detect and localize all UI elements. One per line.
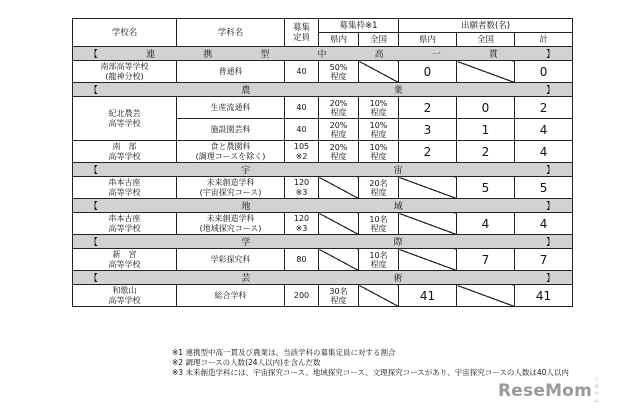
table-row	[73, 177, 573, 199]
applicants-table	[72, 18, 573, 307]
category-char: 中	[317, 50, 328, 60]
category-row	[73, 163, 573, 177]
app-nat-cell: 5	[457, 177, 515, 199]
category-char: 】	[545, 202, 556, 212]
app-total-cell: 5	[515, 177, 573, 199]
category-char: 【	[89, 238, 100, 248]
category-label	[73, 199, 573, 213]
frame-pref-cell: 50% 程度	[319, 61, 359, 83]
quota-cell: 105 ※2	[285, 141, 319, 163]
app-total-cell: 7	[515, 249, 573, 271]
dept-cell: 施設園芸科	[177, 119, 285, 141]
frame-nat-cell: 20名 程度	[359, 177, 399, 199]
quota-cell: 120 ※3	[285, 213, 319, 235]
header-frame: 募集枠※1	[319, 19, 399, 33]
footnote: ※3 未来創造学科には、宇宙探究コース、地域探究コース、文理探究コースがあり、宇宙探究コースの人数は40人以内	[172, 368, 569, 377]
logo-text: ReseMom	[498, 381, 592, 401]
footnote: ※1 連携型中高一貫及び農業は、当該学科の募集定員に対する割合	[172, 348, 396, 357]
category-char: 【	[89, 274, 100, 284]
app-total-cell: 4	[515, 141, 573, 163]
school-cell: 串本古座 高等学校	[73, 177, 177, 199]
school-cell: 南部高等学校 (龍神分校)	[73, 61, 177, 83]
frame-pref-cell: 20% 程度	[319, 119, 359, 141]
frame-nat-cell: 10名 程度	[359, 213, 399, 235]
quota-cell: 120 ※3	[285, 177, 319, 199]
table-row	[73, 285, 573, 307]
category-char: 型	[260, 50, 271, 60]
app-pref-cell	[399, 249, 457, 271]
frame-nat-cell	[359, 285, 399, 307]
quota-cell: 80	[285, 249, 319, 271]
app-pref-cell: 2	[399, 97, 457, 119]
dept-cell: 未来創造学科 (宇宙探究コース)	[177, 177, 285, 199]
app-pref-cell: 3	[399, 119, 457, 141]
app-nat-cell: 1	[457, 119, 515, 141]
app-total-cell: 2	[515, 97, 573, 119]
school-cell: 和歌山 高等学校	[73, 285, 177, 307]
category-char: 【	[89, 166, 100, 176]
frame-pref-cell: 20% 程度	[319, 97, 359, 119]
header-school: 学校名	[73, 19, 177, 47]
category-char: 携	[203, 50, 214, 60]
app-pref-cell	[399, 177, 457, 199]
category-char: 】	[545, 86, 556, 96]
quota-cell: 40	[285, 119, 319, 141]
app-pref-cell: 0	[399, 61, 457, 83]
app-nat-cell: 7	[457, 249, 515, 271]
quota-cell: 40	[285, 61, 319, 83]
frame-nat-cell: 10% 程度	[359, 141, 399, 163]
category-char: 農	[241, 86, 252, 96]
resemom-logo	[498, 377, 600, 404]
header-frame-pref: 県内	[319, 33, 359, 47]
logo-small-text: リセマム	[594, 377, 600, 404]
header-app-nat: 全国	[457, 33, 515, 47]
school-cell: 紀北農芸 高等学校	[73, 97, 177, 141]
frame-pref-cell: 30名 程度	[319, 285, 359, 307]
frame-nat-cell: 10% 程度	[359, 119, 399, 141]
app-nat-cell: 0	[457, 97, 515, 119]
footnote: ※2 調理コースの人数(24人以内)を含んだ数	[172, 358, 321, 367]
category-char: 学	[241, 238, 252, 248]
category-char: 宙	[393, 166, 404, 176]
footnotes	[172, 348, 569, 378]
header-app-total: 計	[515, 33, 573, 47]
category-char: 【	[89, 202, 100, 212]
quota-cell: 40	[285, 97, 319, 119]
dept-cell: 総合学科	[177, 285, 285, 307]
table-row	[73, 213, 573, 235]
header-quota: 募集 定員	[285, 19, 319, 47]
app-total-cell: 41	[515, 285, 573, 307]
header-frame-nat: 全国	[359, 33, 399, 47]
category-char: 【	[89, 50, 100, 60]
table-row	[73, 249, 573, 271]
app-total-cell: 4	[515, 119, 573, 141]
category-char: 】	[545, 274, 556, 284]
category-char: 芸	[241, 274, 252, 284]
category-row	[73, 271, 573, 285]
category-char: 連	[146, 50, 157, 60]
category-row	[73, 199, 573, 213]
category-label	[73, 83, 573, 97]
table-row	[73, 97, 573, 119]
category-char: 貫	[488, 50, 499, 60]
school-cell: 新 宮 高等学校	[73, 249, 177, 271]
app-nat-cell: 2	[457, 141, 515, 163]
dept-cell: 食と農園科 (調理コースを除く)	[177, 141, 285, 163]
category-label	[73, 163, 573, 177]
app-total-cell: 0	[515, 61, 573, 83]
frame-pref-cell: 20% 程度	[319, 141, 359, 163]
dept-cell: 生産流通科	[177, 97, 285, 119]
app-nat-cell	[457, 61, 515, 83]
table-row	[73, 61, 573, 83]
category-row	[73, 83, 573, 97]
header-dept: 学科名	[177, 19, 285, 47]
category-char: 一	[431, 50, 442, 60]
frame-nat-cell	[359, 61, 399, 83]
header-applicants: 出願者数(名)	[399, 19, 573, 33]
header-app-pref: 県内	[399, 33, 457, 47]
app-pref-cell: 41	[399, 285, 457, 307]
category-char: 【	[89, 86, 100, 96]
quota-cell: 200	[285, 285, 319, 307]
school-cell: 串本古座 高等学校	[73, 213, 177, 235]
category-char: 地	[241, 202, 252, 212]
category-char: 高	[374, 50, 385, 60]
category-char: 術	[393, 274, 404, 284]
category-char: 域	[393, 202, 404, 212]
app-nat-cell: 4	[457, 213, 515, 235]
category-char: 業	[393, 86, 404, 96]
app-pref-cell	[399, 213, 457, 235]
category-label	[73, 47, 573, 61]
category-char: 際	[393, 238, 404, 248]
category-label	[73, 271, 573, 285]
category-char: 】	[545, 238, 556, 248]
dept-cell: 学彩探究科	[177, 249, 285, 271]
frame-nat-cell: 10名 程度	[359, 249, 399, 271]
frame-nat-cell: 10% 程度	[359, 97, 399, 119]
app-total-cell: 4	[515, 213, 573, 235]
category-char: 宇	[241, 166, 252, 176]
dept-cell: 未来創造学科 (地域探究コース)	[177, 213, 285, 235]
category-row	[73, 235, 573, 249]
category-label	[73, 235, 573, 249]
category-char: 】	[545, 166, 556, 176]
frame-pref-cell	[319, 213, 359, 235]
app-pref-cell: 2	[399, 141, 457, 163]
table-row	[73, 141, 573, 163]
category-row	[73, 47, 573, 61]
dept-cell: 普通科	[177, 61, 285, 83]
frame-pref-cell	[319, 177, 359, 199]
category-char: 】	[546, 50, 557, 60]
frame-pref-cell	[319, 249, 359, 271]
app-nat-cell	[457, 285, 515, 307]
school-cell: 南 部 高等学校	[73, 141, 177, 163]
